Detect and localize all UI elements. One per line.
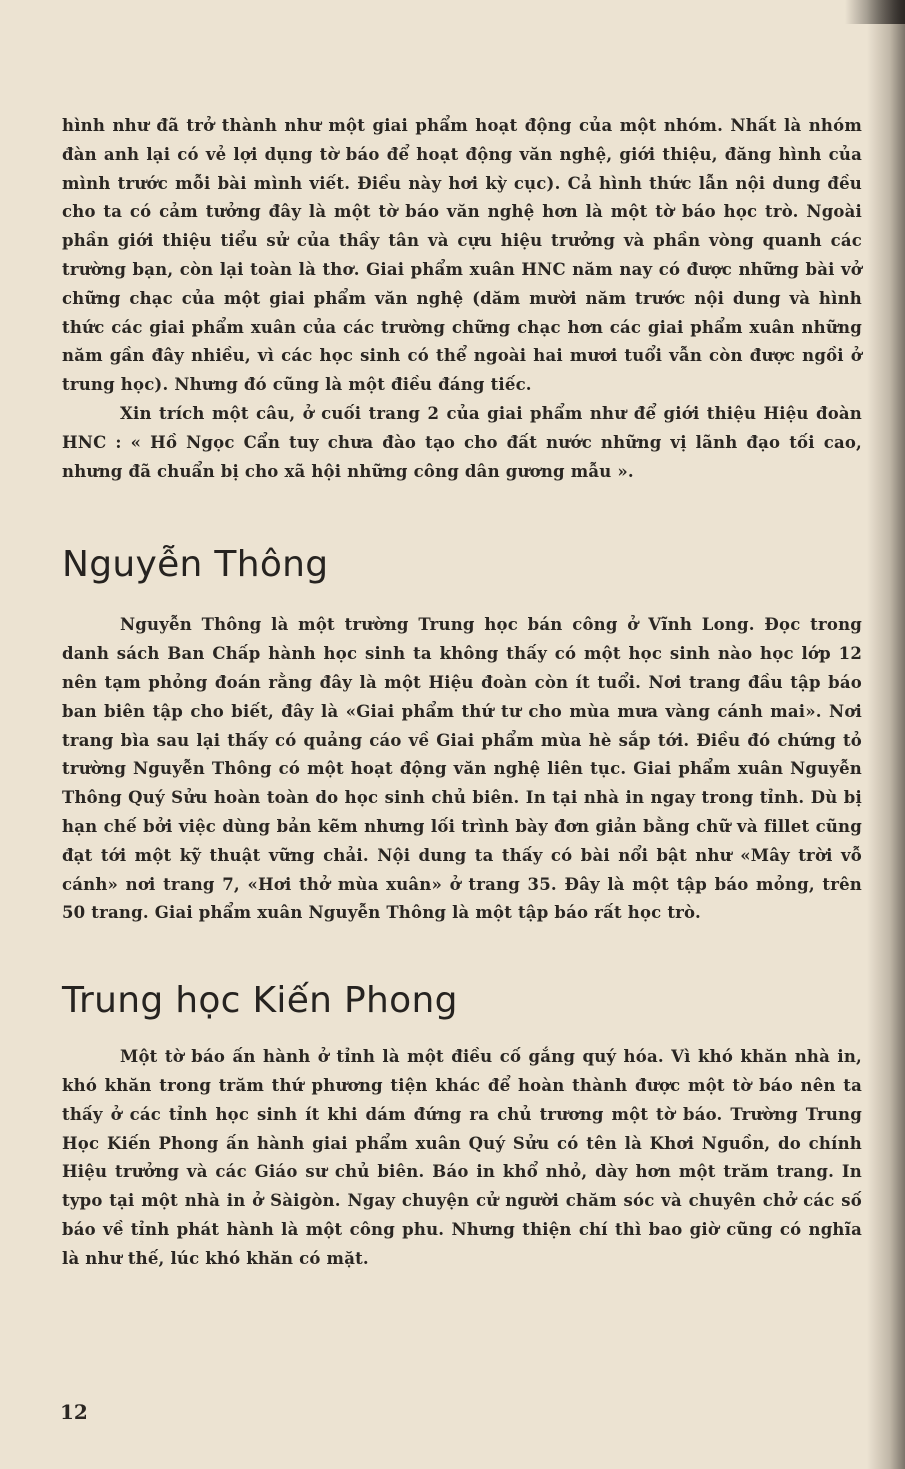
- page-number: 12: [60, 1400, 88, 1424]
- section-heading-nguyen-thong: Nguyễn Thông: [62, 544, 329, 586]
- page-corner-shadow: [845, 0, 905, 24]
- page-binding-shadow: [867, 0, 905, 1469]
- page-content: [62, 112, 862, 1274]
- intro-paragraph-1: hình như đã trở thành như một giai phẩm hoạt động của một nhóm. Nhất là nhóm đàn anh lại có vẻ lợi dụng tờ báo để hoạt động văn nghệ, giới thiệu, đăng hình của mình trước mỗi bài mình viết. Điều này hơi kỳ cục). Cả hình thức lẫn nội dung đều cho ta có cảm tưởng đây là một tờ báo văn nghệ hơn là một tờ báo học trò. Ngoài phần giới thiệu tiểu sử của thầy tân và cựu hiệu trưởng và phần vòng quanh các trường bạn, còn lại toàn là thơ. Giai phẩm xuân HNC năm nay có được những bài vở chững chạc của một giai phẩm văn nghệ (dăm mười năm trước nội dung và hình thức các giai phẩm xuân của các trường chững chạc hơn các giai phẩm xuân những năm gần đây nhiều, vì các học sinh có thể ngoài hai mươi tuổi vẫn còn được ngồi ở trung học). Nhưng đó cũng là một điều đáng tiếc.: [62, 116, 862, 395]
- section-1-paragraph: Nguyễn Thông là một trường Trung học bán công ở Vĩnh Long. Đọc trong danh sách Ban Chấp hành học sinh ta không thấy có một học sinh nào học lớp 12 nên tạm phỏng đoán rằng đây là một Hiệu đoàn còn ít tuổi. Nơi trang đầu tập báo ban biên tập cho biết, đây là «Giai phẩm thứ tư cho mùa mưa vàng cánh mai». Nơi trang bìa sau lại thấy có quảng cáo về Giai phẩm mùa hè sắp tới. Điều đó chứng tỏ trường Nguyễn Thông có một hoạt động văn nghệ liên tục. Giai phẩm xuân Nguyễn Thông Quý Sửu hoàn toàn do học sinh chủ biên. In tại nhà in ngay trong tỉnh. Dù bị hạn chế bởi việc dùng bản kẽm nhưng lối trình bày đơn giản bằng chữ và fillet cũng đạt tới một kỹ thuật vững chải. Nội dung ta thấy có bài nổi bật như «Mây trời vỗ cánh» nơi trang 7, «Hơi thở mùa xuân» ở trang 35. Đây là một tập báo mỏng, trên 50 trang. Giai phẩm xuân Nguyễn Thông là một tập báo rất học trò.: [62, 615, 862, 923]
- section-heading-kien-phong: Trung học Kiến Phong: [62, 980, 458, 1022]
- intro-paragraph-2: Xin trích một câu, ở cuối trang 2 của giai phẩm như để giới thiệu Hiệu đoàn HNC : « Hồ Ngọc Cẩn tuy chưa đào tạo cho đất nước những vị lãnh đạo tối cao, nhưng đã chuẩn bị cho xã hội những công dân gương mẫu ».: [62, 403, 862, 481]
- section-2-paragraph: Một tờ báo ấn hành ở tỉnh là một điều cố gắng quý hóa. Vì khó khăn nhà in, khó khăn trong trăm thứ phương tiện khác để hoàn thành được một tờ báo nên ta thấy ở các tỉnh học sinh ít khi dám đứng ra chủ trương một tờ báo. Trường Trung Học Kiến Phong ấn hành giai phẩm xuân Quý Sửu có tên là Khơi Nguồn, do chính Hiệu trưởng và các Giáo sư chủ biên. Báo in khổ nhỏ, dày hơn một trăm trang. In typo tại một nhà in ở Sàigòn. Ngay chuyện cử người chăm sóc và chuyên chở các số báo về tỉnh phát hành là một công phu. Nhưng thiện chí thì bao giờ cũng có nghĩa là như thế, lúc khó khăn có mặt.: [62, 1047, 862, 1268]
